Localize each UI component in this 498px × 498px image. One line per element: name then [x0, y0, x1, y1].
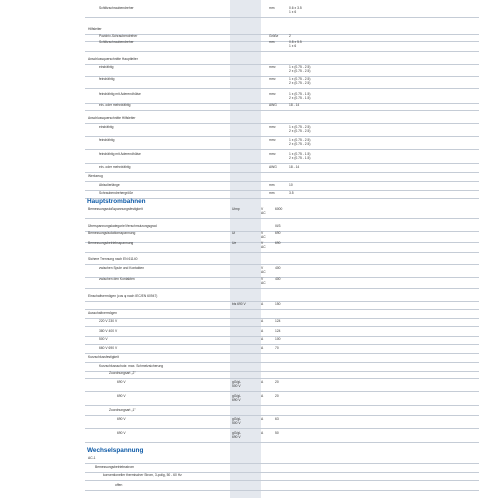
row-unit: mm	[269, 40, 275, 44]
row-label: zwischen Spule und Kontakten	[99, 266, 145, 270]
row-label: ein- oder mehrdrähtig	[99, 103, 131, 107]
row-separator	[85, 64, 479, 65]
row-value-2: 2 x (0.75 - 2.5)	[289, 142, 311, 146]
row-symbol-2: 690 V	[232, 398, 241, 402]
row-unit-2: AC	[261, 235, 266, 239]
row-unit: A	[261, 417, 264, 421]
row-separator	[85, 88, 479, 89]
row-unit: mm	[269, 191, 275, 195]
row-value: 1 x (0.75 - 2.5)	[289, 125, 311, 129]
row-label: 380 V 400 V	[99, 329, 118, 333]
row-label: Zuordnungsart „1"	[109, 408, 136, 412]
row-label: Bemessungsbetriebsstrom	[95, 465, 135, 469]
row-label: eindrähtig	[99, 65, 114, 69]
row-separator	[85, 51, 479, 52]
row-value: 1 x (0.75 - 2.5)	[289, 77, 311, 81]
row-label: ein- oder mehrdrähtig	[99, 165, 131, 169]
row-value: 18 - 14	[289, 103, 300, 107]
row-label: feindrähtig mit Aderendhülse	[99, 152, 141, 156]
row-value: 1 x (0.75 - 1.5)	[289, 152, 311, 156]
row-separator	[85, 110, 479, 111]
row-unit: A	[261, 394, 264, 398]
row-separator	[85, 231, 479, 232]
row-unit: V	[261, 277, 264, 281]
row-value: 1 x (0.75 - 2.5)	[289, 65, 311, 69]
row-value-2: 2 x (0.75 - 1.5)	[289, 96, 311, 100]
row-label: 690 V	[117, 380, 126, 384]
row-separator	[85, 136, 479, 137]
row-separator	[85, 163, 479, 164]
row-separator	[85, 41, 479, 42]
row-separator	[85, 309, 479, 310]
row-separator	[85, 353, 479, 354]
row-label: Pozidriv-Schraubendreher	[99, 34, 138, 38]
row-separator	[85, 218, 479, 219]
row-value: III/3	[275, 224, 281, 228]
row-unit: mm²	[269, 92, 276, 96]
row-value-2: 2 x (0.75 - 2.5)	[289, 81, 311, 85]
row-value-2: 2 x (0.75 - 1.5)	[289, 156, 311, 160]
row-unit: A	[261, 346, 264, 350]
row-label: Ausschaltvermögen	[88, 311, 117, 315]
row-unit: mm²	[269, 125, 276, 129]
row-label: Abisolierlänge	[99, 183, 120, 187]
row-value-2: 1 x 6	[289, 10, 297, 14]
row-symbol: gG/gL	[232, 394, 241, 398]
row-unit: mm	[269, 183, 275, 187]
row-value-2: 2 x (0.75 - 2.5)	[289, 69, 311, 73]
row-value-2: 1 x 6	[289, 44, 297, 48]
row-value: 124	[275, 329, 281, 333]
row-unit: A	[261, 302, 264, 306]
row-label: Hilfsleiter	[88, 27, 102, 31]
row-unit-2: AC	[261, 211, 266, 215]
row-unit: AWG	[269, 103, 277, 107]
row-label: Kurzschlussschutz: max. Schmelzsicherung	[99, 364, 164, 368]
row-unit: mm²	[269, 65, 276, 69]
row-separator	[85, 405, 479, 406]
row-label: Schlitzschraubendreher	[99, 6, 134, 10]
row-unit: Größe	[269, 34, 279, 38]
row-value: 3.5	[289, 191, 294, 195]
row-label: 690 V	[117, 394, 126, 398]
row-value: 150	[275, 302, 281, 306]
row-value: 0.8 x 5.5	[289, 40, 302, 44]
row-separator	[85, 391, 479, 392]
row-value: 124	[275, 319, 281, 323]
row-separator	[85, 371, 479, 372]
row-value: 400	[275, 266, 281, 270]
row-value: 2	[289, 34, 291, 38]
row-value: 10	[289, 183, 293, 187]
row-unit: mm²	[269, 138, 276, 142]
row-label: Zuordnungsart „2"	[109, 371, 136, 375]
row-label: 690 V	[117, 417, 126, 421]
row-separator	[85, 415, 479, 416]
row-separator	[85, 362, 479, 363]
row-symbol-2: 500 V	[232, 384, 241, 388]
row-label: 220 V 230 V	[99, 319, 118, 323]
row-separator	[85, 123, 479, 124]
row-separator	[85, 480, 479, 481]
row-unit: mm²	[269, 152, 276, 156]
row-unit: AWG	[269, 165, 277, 169]
row-separator	[85, 442, 479, 443]
datasheet-page	[79, 0, 485, 498]
row-unit-2: AC	[261, 270, 266, 274]
row-value: 690	[275, 241, 281, 245]
row-value: 50	[275, 431, 279, 435]
row-unit: A	[261, 337, 264, 341]
row-separator	[85, 264, 479, 265]
row-label: feindrähtig	[99, 138, 115, 142]
row-separator	[85, 181, 479, 182]
row-separator	[85, 318, 479, 319]
row-value: 1 x (0.75 - 1.5)	[289, 92, 311, 96]
row-symbol-2: 500 V	[232, 421, 241, 425]
row-unit: A	[261, 380, 264, 384]
row-label: Einschaltvermögen (cos φ nach IEC/EN 60947)	[88, 294, 158, 298]
section-heading: Wechselspannung	[87, 447, 144, 454]
row-unit: A	[261, 319, 264, 323]
row-label: 660 V 690 V	[99, 346, 118, 350]
section-heading: Hauptstrombahnen	[87, 198, 146, 205]
row-value: 0.6 x 3.5	[289, 6, 302, 10]
row-label: Schlitzschraubendreher	[99, 40, 134, 44]
row-value: 6000	[275, 207, 283, 211]
row-label: Überspannungskategorie/Verschmutzungsgrad	[88, 224, 157, 228]
row-separator	[85, 17, 479, 18]
row-label: Schraubendrehergröße	[99, 191, 134, 195]
row-separator	[85, 288, 479, 289]
row-separator	[85, 172, 479, 173]
row-separator	[85, 103, 479, 104]
row-separator	[85, 242, 479, 243]
row-unit: V	[261, 241, 264, 245]
row-symbol: Uimp	[232, 207, 240, 211]
row-value: 100	[275, 337, 281, 341]
row-value: 400	[275, 277, 281, 281]
row-label: Werkzeug	[88, 174, 103, 178]
row-unit-2: AC	[261, 281, 266, 285]
row-label: Bemessungsbetriebsspannung	[88, 241, 134, 245]
row-separator	[85, 301, 479, 302]
row-value: 20	[275, 380, 279, 384]
row-label: Anschlussquerschnitte Hauptleiter	[88, 57, 138, 61]
row-symbol: gG/gL	[232, 431, 241, 435]
row-separator	[85, 76, 479, 77]
row-label: offen	[115, 483, 123, 487]
row-separator	[85, 378, 479, 379]
row-label: Bemessungsisolationsspannung	[88, 231, 136, 235]
row-label: konventioneller thermischer Strom, 3-polig, 50 - 60 Hz	[103, 473, 182, 477]
row-separator	[85, 336, 479, 337]
row-symbol: gG/gL	[232, 417, 241, 421]
row-symbol: bis 690 V	[232, 302, 246, 306]
row-value: 690	[275, 231, 281, 235]
row-unit: A	[261, 329, 264, 333]
row-label: 690 V	[117, 431, 126, 435]
row-unit: V	[261, 231, 264, 235]
row-label: Kurzschlussfestigkeit	[88, 355, 119, 359]
row-separator	[85, 252, 479, 253]
row-symbol-2: 690 V	[232, 435, 241, 439]
row-symbol: gG/gL	[232, 380, 241, 384]
row-separator	[85, 149, 479, 150]
row-unit: A	[261, 431, 264, 435]
row-unit: mm²	[269, 77, 276, 81]
row-label: Bemessungsstoßspannungsfestigkeit	[88, 207, 143, 211]
row-separator	[85, 344, 479, 345]
row-separator	[85, 463, 479, 464]
row-separator	[85, 190, 479, 191]
row-separator	[85, 326, 479, 327]
row-value: 70	[275, 346, 279, 350]
row-symbol: Ui	[232, 231, 236, 235]
row-value: 63	[275, 417, 279, 421]
row-label: AC-1	[88, 456, 96, 460]
row-label: 500 V	[99, 337, 108, 341]
row-value: 18 - 14	[289, 165, 300, 169]
row-unit: V	[261, 266, 264, 270]
row-value: 20	[275, 394, 279, 398]
row-unit: V	[261, 207, 264, 211]
row-separator	[85, 277, 479, 278]
row-separator	[85, 490, 479, 491]
row-unit: mm	[269, 6, 275, 10]
row-value-2: 2 x (0.75 - 2.5)	[289, 129, 311, 133]
row-unit-2: AC	[261, 245, 266, 249]
row-symbol: Ue	[232, 241, 237, 245]
row-label: feindrähtig	[99, 77, 115, 81]
row-separator	[85, 428, 479, 429]
row-separator	[85, 34, 479, 35]
row-label: Sichere Trennung nach EN 61140	[88, 257, 138, 261]
row-label: Anschlussquerschnitte Hilfsleiter	[88, 116, 136, 120]
row-label: zwischen den Kontakten	[99, 277, 135, 281]
row-label: feindrähtig mit Aderendhülse	[99, 92, 141, 96]
row-value: 1 x (0.75 - 2.5)	[289, 138, 311, 142]
row-label: eindrähtig	[99, 125, 114, 129]
